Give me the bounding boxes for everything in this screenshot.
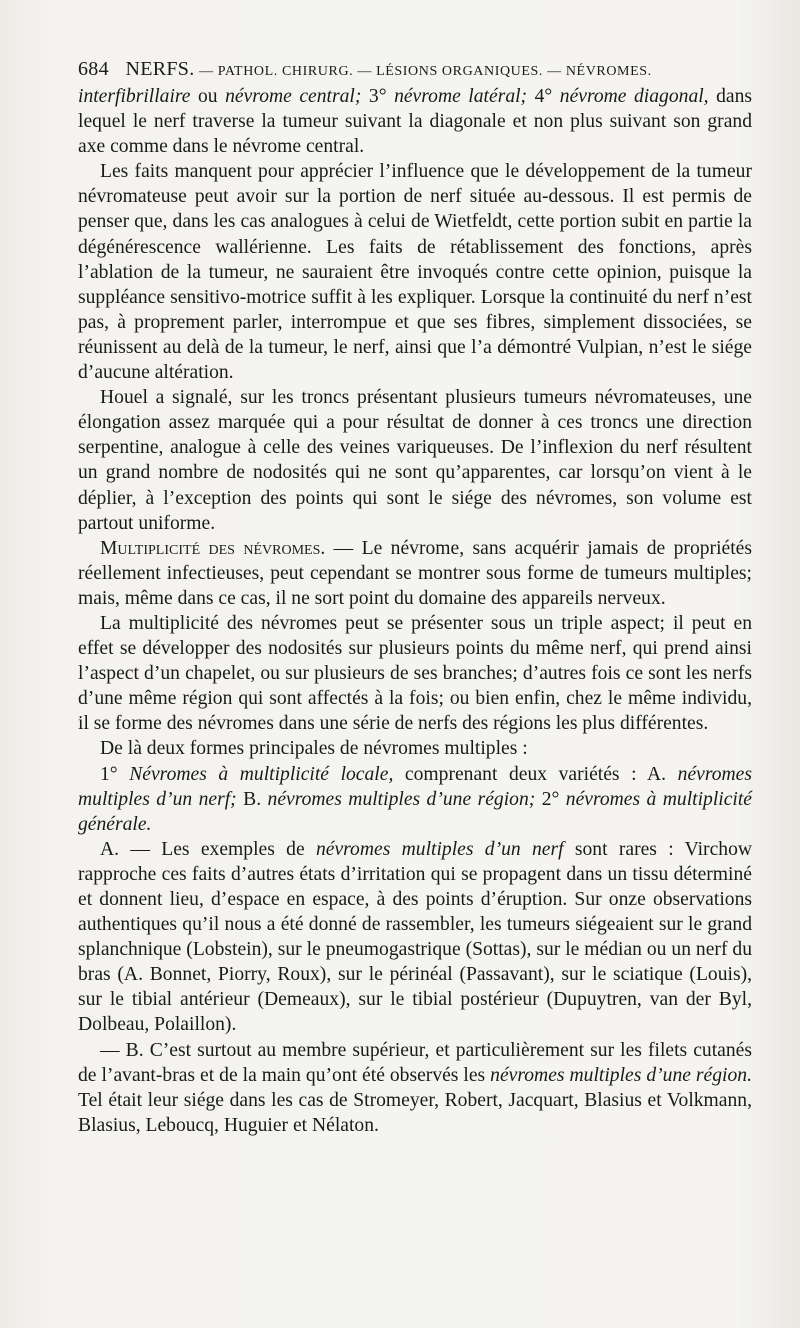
- text-run: 1°: [100, 763, 130, 785]
- page-number: 684: [78, 58, 109, 80]
- text-run: 2°: [535, 788, 566, 810]
- text-run: 4°: [527, 86, 560, 107]
- paragraph-p9: [78, 1038, 752, 1138]
- italic-text: Névromes à multiplicité locale,: [129, 763, 394, 785]
- paragraph-p7: [78, 762, 752, 837]
- paragraph-p2: [78, 159, 752, 385]
- italic-text: névromes multiples d’un nerf: [315, 838, 564, 860]
- italic-text: névrome central;: [225, 86, 362, 107]
- paragraph-p1: [78, 84, 752, 159]
- text-run: 3°: [361, 86, 395, 107]
- text-run: comprenant deux variétés : A.: [393, 763, 678, 785]
- italic-text: névromes multiples d’une région.: [490, 1064, 752, 1086]
- paragraph-p5: [78, 611, 752, 736]
- text-run: Les faits manquent pour apprécier l’influence que le développement de la tumeur névromateuse peut avoir sur la portion de nerf située au-dessous. Il est permis de penser que, dans les cas analogues à celui de Wietfeldt, cette portion subit en partie la dégénérescence wallérienne. Les faits de rétablissement des fonctions, après l’ablation de la tumeur, ne sauraient être invoqués contre cette opinion, puisque la suppléance sensitivo-motrice suffit à les expliquer. Lorsque la continuité du nerf n’est pas, à proprement parler, interrompue et que ses fibres, simplement dissociées, se réunissent au delà de la tumeur, le nerf, ainsi que l’a démontré Vulpian, n’est le siége d’aucune altération.: [78, 161, 752, 384]
- small-caps-heading: Multiplicité des névromes.: [100, 537, 326, 559]
- header-subtitle: — PATHOL. CHIRURG. — LÉSIONS ORGANIQUES. — NÉVROMES.: [199, 64, 652, 79]
- text-run: Houel a signalé, sur les troncs présentant plusieurs tumeurs névromateuses, une élongation assez marquée qui a pour résultat de donner à ces troncs une direction serpentine, analogue à celle des veines variqueuses. De l’inflexion du nerf résultent un grand nombre de nodosités qui ne sont qu’apparentes, car lorsqu’on vient à le déplier, à l’exception des points qui sont le siége des névromes, son volume est partout uniforme.: [78, 387, 752, 534]
- italic-text: névrome latéral;: [394, 86, 528, 107]
- text-run: Tel était leur siége dans les cas de Stromeyer, Robert, Jacquart, Blasius et Volkmann, Blasius, Leboucq, Huguier et Nélaton.: [78, 1089, 752, 1136]
- text-run: — B. C’est surtout au membre supérieur, et particulièrement sur les filets cutanés de l’avant-bras et de la main qu’ont été observés les: [78, 1039, 752, 1086]
- paragraph-p8: [78, 837, 752, 1038]
- italic-text: névromes multiples d’une région;: [267, 788, 536, 810]
- paragraph-p4: [78, 536, 752, 611]
- body-text: [78, 84, 752, 1138]
- text-run: ou: [190, 86, 226, 107]
- text-run: dans lequel le nerf traverse la tumeur suivant la diagonale et non plus suivant son grand axe comme dans le névrome central.: [78, 86, 753, 158]
- header-section: NERFS.: [125, 58, 195, 80]
- text-run: B.: [236, 788, 268, 810]
- italic-text: névromes multiples d’un nerf;: [78, 763, 752, 810]
- text-run: De là deux formes principales de névromes multiples :: [100, 738, 528, 760]
- text-run: La multiplicité des névromes peut se présenter sous un triple aspect; il peut en effet se développer des nodosités sur plusieurs points du même nerf, qui prend ainsi l’aspect d’un chapelet, ou sur plusieurs de ses branches; d’autres fois ce sont les nerfs d’une même région qui sont affectés à la fois; ou bien enfin, chez le même individu, il se forme des névromes dans une série de nerfs des régions les plus différentes.: [78, 612, 752, 735]
- running-header: [78, 58, 718, 81]
- italic-text: névrome diagonal,: [559, 86, 709, 107]
- text-run: sont rares : Virchow rapproche ces faits d’autres états d’irritation qui se propagent dans un tissu déterminé et donnent lieu, d’espace en espace, à des points d’éruption. Sur onze observations authentiques qu’il nous a été donné de rassembler, les tumeurs siégeaient sur le grand splanchnique (Lobstein), sur le pneumogastrique (Sottas), sur le médian ou un nerf du bras (A. Bonnet, Piorry, Roux), sur le périnéal (Passavant), sur le sciatique (Louis), sur le tibial antérieur (Demeaux), sur le tibial postérieur (Dupuytren, van der Byl, Dolbeau, Polaillon).: [78, 838, 753, 1036]
- paragraph-p6: [78, 736, 752, 761]
- italic-text: névromes à multiplicité générale.: [78, 788, 753, 835]
- paragraph-p3: [78, 385, 752, 536]
- italic-text: interfibrillaire: [78, 86, 191, 107]
- text-run: — Le névrome, sans acquérir jamais de propriétés réellement infectieuses, peut cependant se montrer sous forme de tumeurs multiples; mais, même dans ce cas, il ne sort point du domaine des appareils nerveux.: [78, 537, 752, 609]
- text-run: A. — Les exemples de: [100, 838, 316, 860]
